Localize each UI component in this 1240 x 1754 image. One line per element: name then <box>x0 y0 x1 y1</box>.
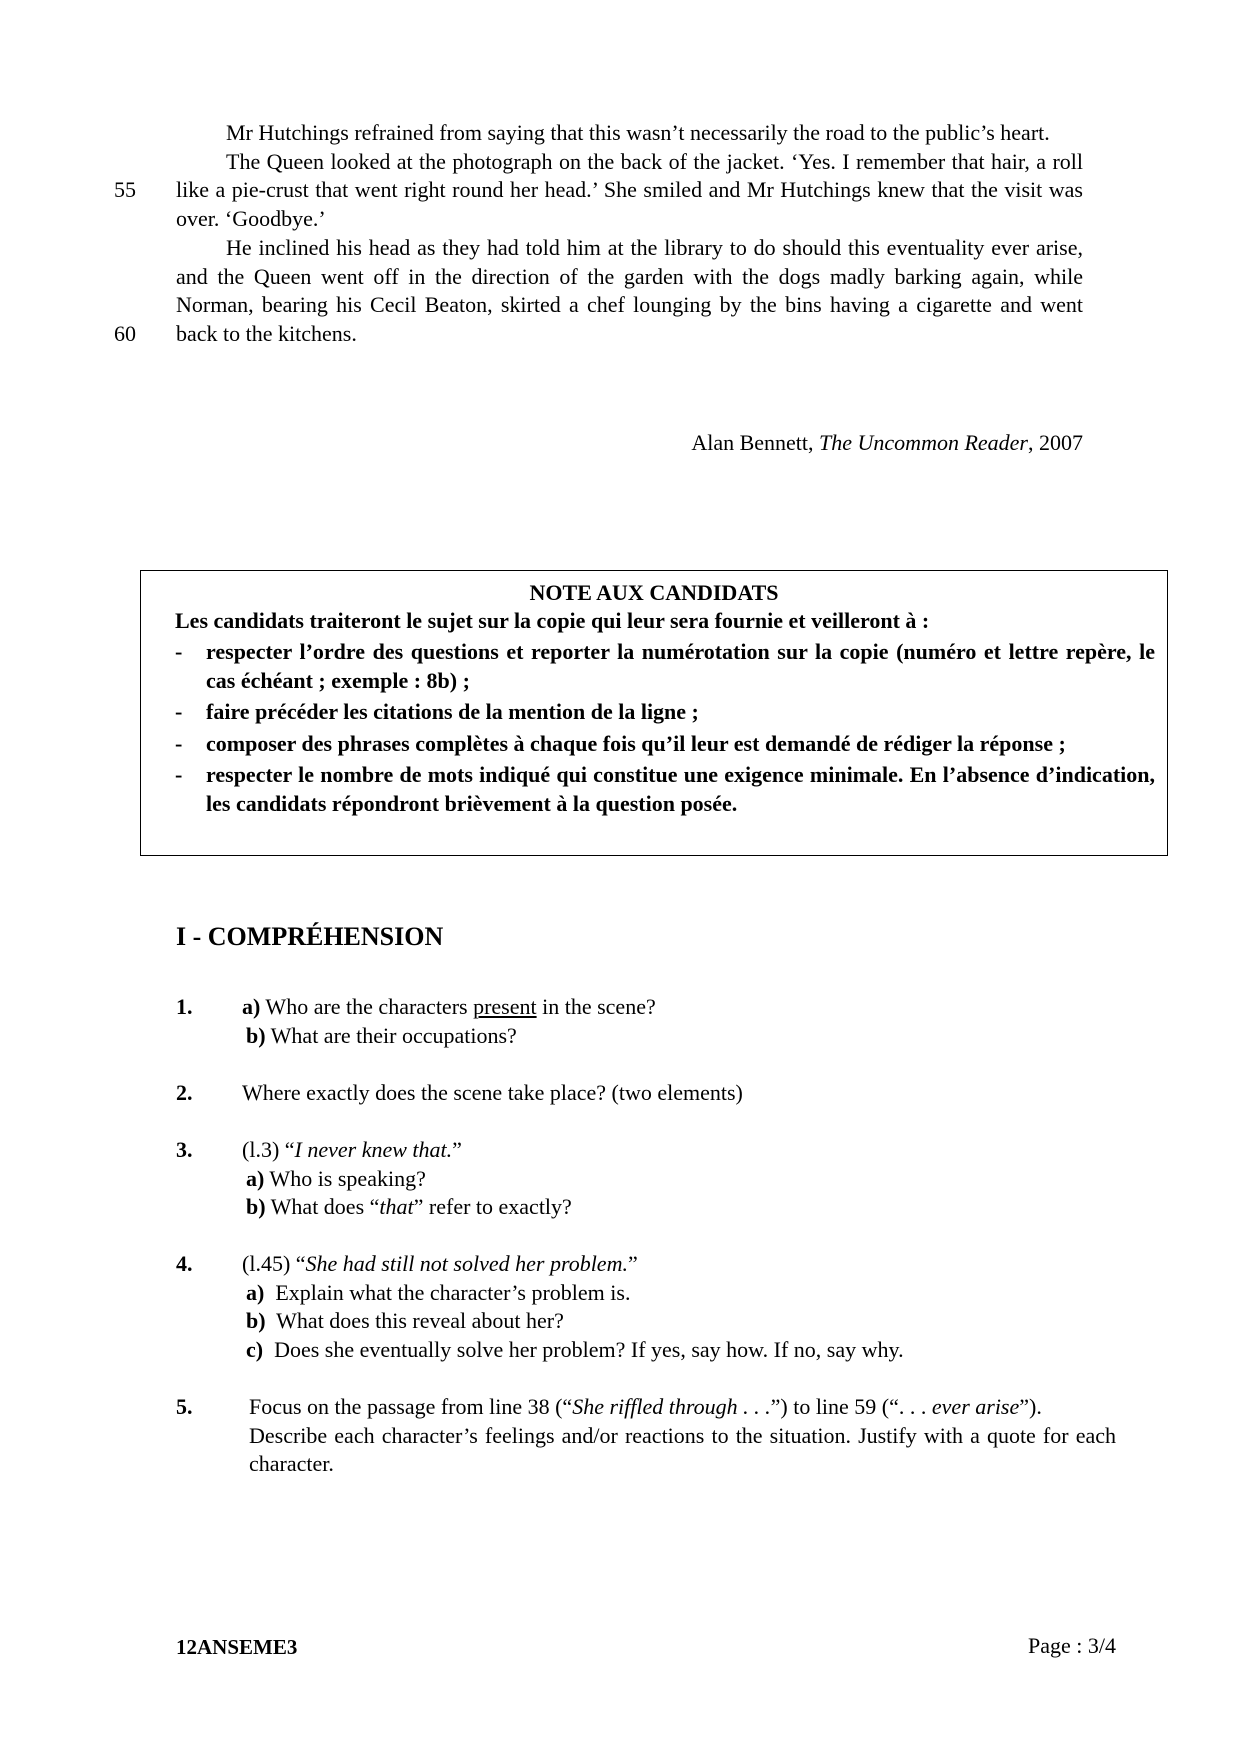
question-number: 2. <box>176 1080 193 1105</box>
note-item-text: respecter le nombre de mots indiqué qui constitue une exigence minimale. En l’absence d’indication, les candidats répondront brièvement à la question posée. <box>206 762 1155 816</box>
question-4b <box>246 1307 1116 1336</box>
sub-label: a) <box>246 1279 265 1305</box>
passage-paragraph: He inclined his head as they had told him at the library to do should this eventuality ever arise, and the Queen went off in the direction of the garden with the dogs madly barking again, while Norman, bearing his Cecil Beaton, skirted a chef lounging by the bins having a cigarette and went back to the kitchens. <box>176 234 1083 346</box>
sub-label: b) <box>246 1022 266 1048</box>
note-item <box>141 638 1167 695</box>
question-number: 1. <box>176 994 193 1019</box>
question-1b <box>246 1022 1116 1051</box>
question-number: 4. <box>176 1251 193 1276</box>
source-citation <box>691 429 1083 457</box>
question-3a <box>246 1165 1116 1194</box>
question-text: Where exactly does the scene take place? (two elements) <box>242 1080 743 1105</box>
note-item-text: respecter l’ordre des questions et reporter la numérotation sur la copie (numéro et lettre repère, le cas échéant ; exemple : 8b) ; <box>206 639 1155 693</box>
exam-code: 12ANSEME3 <box>176 1635 298 1659</box>
question-text: Explain what the character’s problem is. <box>264 1279 631 1305</box>
note-dash: - <box>175 699 183 724</box>
note-dash: - <box>175 639 183 664</box>
question-5-task: Describe each character’s feelings and/or reactions to the situation. Justify with a quote for each character. <box>249 1422 1116 1476</box>
passage <box>176 119 1083 349</box>
question-1a <box>242 993 1116 1022</box>
sub-label: c) <box>246 1336 264 1362</box>
sub-label: a) <box>246 1165 265 1191</box>
passage-paragraph: The Queen looked at the photograph on the back of the jacket. ‘Yes. I remember that hair, a roll like a pie-crust that went right round her head.’ She smiled and Mr Hutchings knew that the visit was over. ‘Goodbye.’ <box>176 148 1083 232</box>
quote: She had still not solved her problem. <box>305 1251 628 1276</box>
question-3-reference <box>242 1136 1116 1165</box>
question-text: ” refer to exactly? <box>413 1194 572 1219</box>
note-intro: Les candidats traiteront le sujet sur la copie qui leur sera fournie et veilleront à : <box>175 608 930 633</box>
note-title: NOTE AUX CANDIDATS <box>529 580 779 605</box>
source-author: Alan Bennett, <box>691 430 820 455</box>
question-3b <box>246 1193 1116 1222</box>
quote: that <box>379 1194 414 1219</box>
question-text: ”) to line 59 (“. . . <box>770 1394 932 1419</box>
note-item <box>141 698 1167 727</box>
note-item-text: composer des phrases complètes à chaque fois qu’il leur est demandé de rédiger la réponse ; <box>206 730 1066 756</box>
quote-close: ” <box>452 1137 462 1162</box>
question-text: ”). <box>1019 1394 1042 1419</box>
line-number-60: 60 <box>114 321 136 346</box>
source-title: The Uncommon Reader <box>819 430 1028 455</box>
sub-label: a) <box>242 994 261 1019</box>
question-5-instruction <box>249 1393 1116 1422</box>
question-text: What does “ <box>265 1194 380 1219</box>
quote: I never knew that. <box>294 1137 453 1162</box>
quote-close: ” <box>627 1251 638 1276</box>
question-number: 3. <box>176 1137 193 1162</box>
note-dash: - <box>175 762 183 787</box>
passage-paragraph: Mr Hutchings refrained from saying that this wasn’t necessarily the road to the public’s heart. <box>226 120 1050 145</box>
question-text: Who are the characters <box>260 994 474 1019</box>
question-text: Focus on the passage from line 38 (“ <box>249 1394 573 1419</box>
quote: ever arise <box>931 1394 1020 1419</box>
source-year: , 2007 <box>1028 430 1083 455</box>
line-reference: (l.3) “ <box>242 1137 295 1162</box>
question-text: Does she eventually solve her problem? If yes, say how. If no, say why. <box>263 1336 904 1362</box>
section-title: I - COMPRÉHENSION <box>176 922 444 951</box>
underlined-word: present <box>473 994 537 1019</box>
question-number: 5. <box>176 1394 193 1419</box>
sub-label: b) <box>246 1308 266 1333</box>
question-4-reference <box>242 1250 1116 1279</box>
quote: She riffled through . . . <box>572 1394 771 1419</box>
question-text: in the scene? <box>536 994 656 1019</box>
question-text: What does this reveal about her? <box>265 1308 564 1333</box>
question-4a <box>246 1279 1116 1308</box>
sub-label: b) <box>246 1194 266 1219</box>
note-item <box>141 761 1167 818</box>
question-4c <box>246 1336 1116 1365</box>
line-reference: (l.45) “ <box>242 1251 306 1276</box>
page-number: Page : 3/4 <box>1028 1633 1116 1658</box>
note-item-text: faire précéder les citations de la mention de la ligne ; <box>206 699 699 724</box>
note-dash: - <box>175 730 183 756</box>
note-box <box>140 570 1168 856</box>
note-list <box>141 638 1167 818</box>
note-item <box>141 730 1167 759</box>
question-text: What are their occupations? <box>265 1022 517 1048</box>
line-number-55: 55 <box>114 177 136 202</box>
question-text: Who is speaking? <box>264 1165 426 1191</box>
